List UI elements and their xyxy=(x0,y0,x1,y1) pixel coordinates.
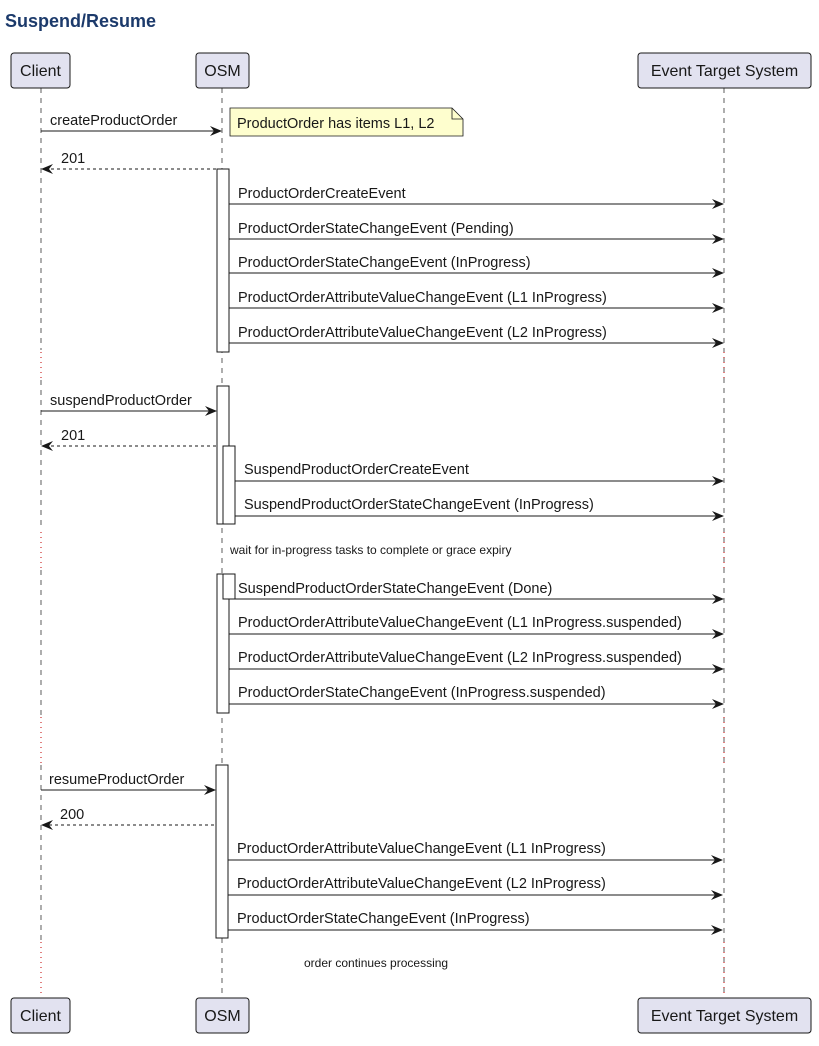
message-label: ProductOrderStateChangeEvent (InProgress) xyxy=(238,255,531,271)
activation-osm-2b xyxy=(223,446,235,524)
delay-label: wait for in-progress tasks to complete or grace expiry xyxy=(230,543,512,557)
participant-osm-top xyxy=(196,53,249,88)
message-label: ProductOrderAttributeValueChangeEvent (L1 InProgress) xyxy=(237,841,606,857)
participant-label: Event Target System xyxy=(650,1008,799,1025)
message-label: ProductOrderStateChangeEvent (InProgress) xyxy=(237,911,530,927)
message-label: SuspendProductOrderCreateEvent xyxy=(244,462,469,478)
participant-label: Client xyxy=(20,63,61,80)
note xyxy=(230,108,463,136)
participant-client-bottom xyxy=(11,998,70,1033)
message-label: SuspendProductOrderStateChangeEvent (Done) xyxy=(238,581,553,597)
diagram-title: Suspend/Resume xyxy=(5,11,157,31)
message-label: ProductOrderAttributeValueChangeEvent (L1 InProgress.suspended) xyxy=(238,615,682,631)
participant-osm-bottom xyxy=(196,998,249,1033)
activation-osm-1 xyxy=(217,169,229,352)
message-label: SuspendProductOrderStateChangeEvent (InProgress) xyxy=(244,497,594,513)
message-label: resumeProductOrder xyxy=(49,772,185,788)
message-label: 201 xyxy=(61,428,86,444)
participant-label: Client xyxy=(20,1008,61,1025)
participant-label: OSM xyxy=(204,1008,241,1025)
message-label: suspendProductOrder xyxy=(50,393,192,409)
participant-ets-bottom xyxy=(638,998,811,1033)
delay-label: order continues processing xyxy=(304,956,449,970)
participant-client-top xyxy=(11,53,70,88)
message-label: createProductOrder xyxy=(50,113,178,129)
message-label: ProductOrderStateChangeEvent (InProgress.suspended) xyxy=(238,685,606,701)
message-label: ProductOrderAttributeValueChangeEvent (L2 InProgress.suspended) xyxy=(238,650,682,666)
message-label: ProductOrderAttributeValueChangeEvent (L2 InProgress) xyxy=(238,325,607,341)
delay-markers xyxy=(41,352,724,995)
message-label: ProductOrderAttributeValueChangeEvent (L1 InProgress) xyxy=(238,290,607,306)
participant-ets-top xyxy=(638,53,811,88)
note-text: ProductOrder has items L1, L2 xyxy=(237,116,435,132)
message-label: ProductOrderStateChangeEvent (Pending) xyxy=(238,221,514,237)
message-label: 200 xyxy=(60,807,85,823)
participant-label: OSM xyxy=(204,63,241,80)
message-label: ProductOrderAttributeValueChangeEvent (L2 InProgress) xyxy=(237,876,606,892)
activation-osm-3b xyxy=(223,574,235,599)
message-label: ProductOrderCreateEvent xyxy=(238,186,406,202)
activation-osm-4 xyxy=(216,765,228,938)
message-label: 201 xyxy=(61,151,86,167)
participant-label: Event Target System xyxy=(650,63,799,80)
